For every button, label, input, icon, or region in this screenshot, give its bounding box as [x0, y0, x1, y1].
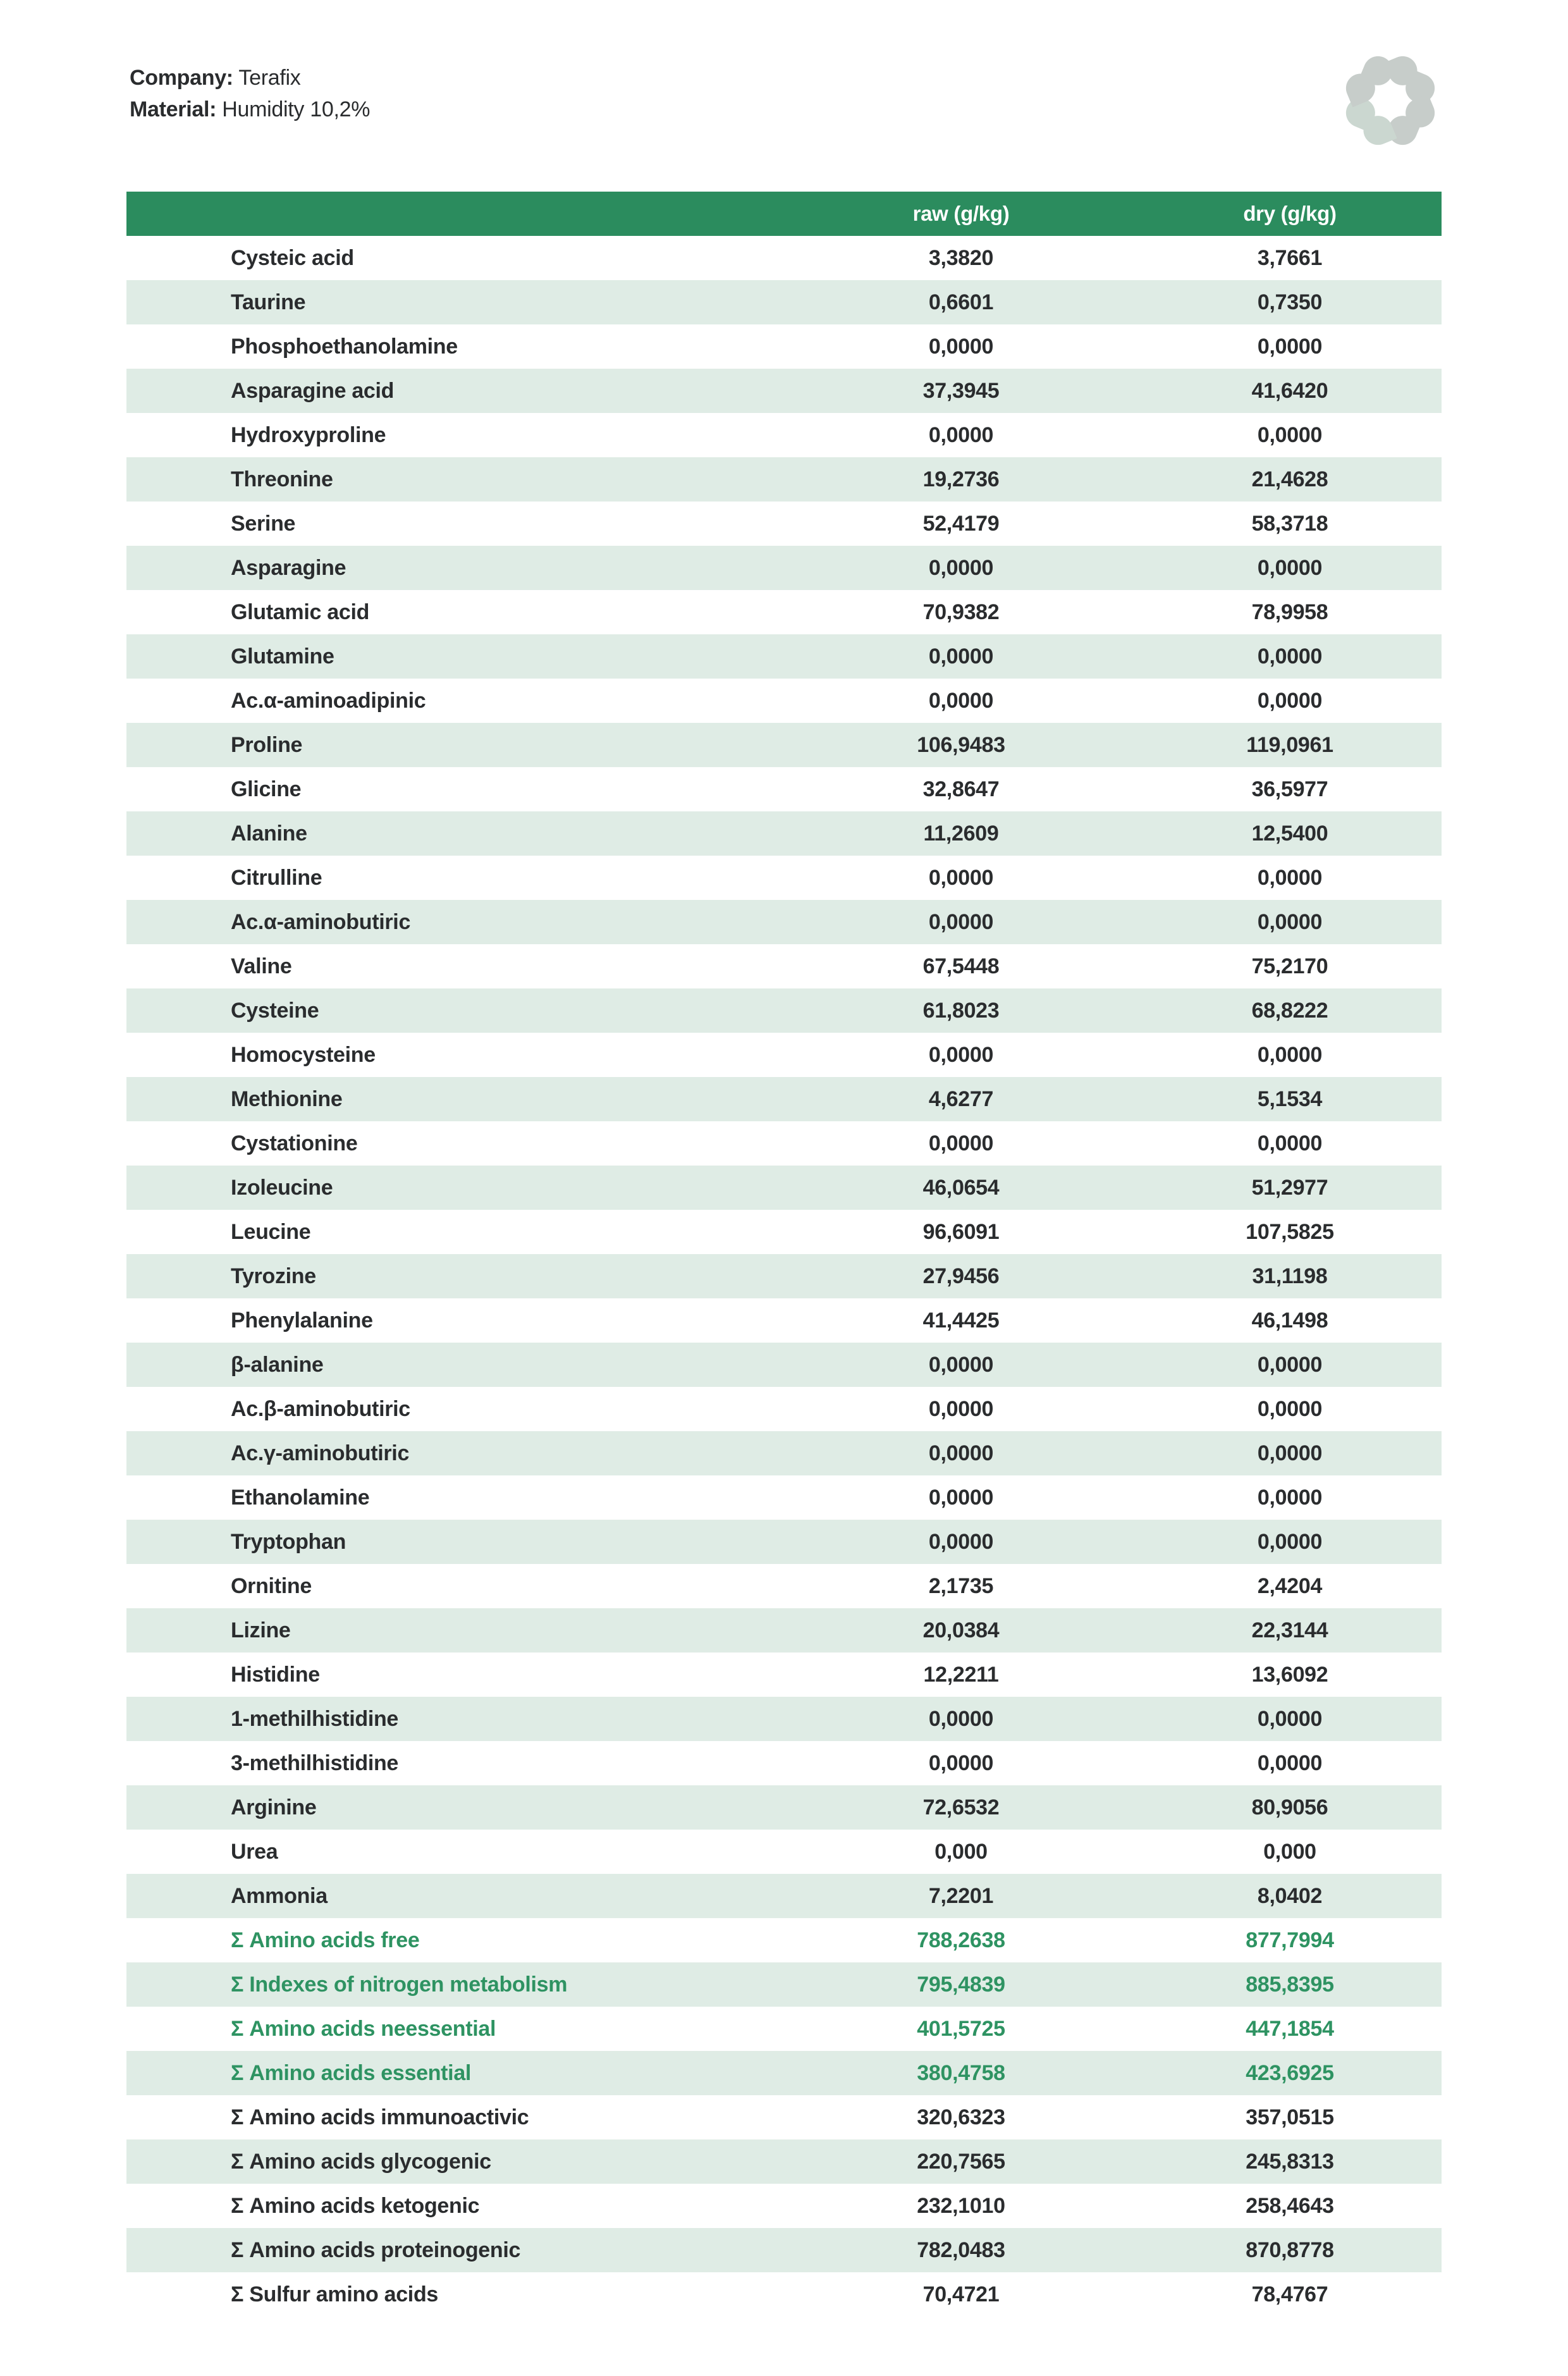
table-row [126, 1166, 1442, 1210]
row-label: Σ Amino acids neessential [231, 2016, 496, 2041]
row-label: Ac.α-aminobutiric [231, 909, 411, 934]
row-raw-value: 0,0000 [928, 1441, 994, 1465]
row-label: Ac.α-aminoadipinic [231, 688, 426, 713]
row-dry-value: 0,0000 [1257, 555, 1323, 580]
row-dry-value: 0,0000 [1257, 688, 1323, 713]
row-label: Σ Amino acids ketogenic [231, 2193, 480, 2218]
row-dry-value: 0,0000 [1257, 1441, 1323, 1465]
row-raw-value: 0,0000 [928, 1131, 994, 1155]
table-row [126, 236, 1442, 280]
row-raw-value: 795,4839 [917, 1972, 1005, 1997]
row-dry-value: 58,3718 [1251, 511, 1328, 536]
table-row [126, 1431, 1442, 1475]
table-row [126, 2051, 1442, 2095]
row-raw-value: 4,6277 [928, 1086, 994, 1111]
row-dry-value: 21,4628 [1251, 467, 1328, 491]
material-label: Material: [130, 97, 217, 121]
row-label: Serine [231, 511, 296, 536]
table-row [126, 1298, 1442, 1343]
row-dry-value: 245,8313 [1246, 2149, 1334, 2174]
row-dry-value: 0,0000 [1257, 1485, 1323, 1510]
row-dry-value: 2,4204 [1257, 1573, 1323, 1598]
row-label: Ac.γ-aminobutiric [231, 1441, 410, 1465]
table-row [126, 2272, 1442, 2317]
row-dry-value: 870,8778 [1246, 2238, 1334, 2262]
row-label: Homocysteine [231, 1042, 376, 1067]
table-row [126, 1343, 1442, 1387]
row-raw-value: 52,4179 [922, 511, 1000, 536]
row-dry-value: 0,0000 [1257, 1131, 1323, 1155]
material-value: Humidity 10,2% [222, 97, 371, 121]
table-row [126, 811, 1442, 856]
row-raw-value: 67,5448 [922, 954, 1000, 978]
table-row [126, 1653, 1442, 1697]
row-dry-value: 80,9056 [1251, 1795, 1328, 1819]
row-raw-value: 0,0000 [928, 1396, 994, 1421]
row-dry-value: 41,6420 [1251, 378, 1328, 403]
petal-rosette-logo [1336, 46, 1445, 155]
row-label: Proline [231, 732, 303, 757]
row-label: Urea [231, 1839, 278, 1864]
row-dry-value: 5,1534 [1257, 1086, 1323, 1111]
row-raw-value: 0,0000 [928, 1042, 994, 1067]
row-dry-value: 877,7994 [1246, 1928, 1334, 1952]
row-raw-value: 401,5725 [917, 2016, 1005, 2041]
row-raw-value: 0,6601 [928, 290, 994, 314]
row-label: Izoleucine [231, 1175, 333, 1200]
row-label: 1-methilhistidine [231, 1706, 399, 1731]
row-raw-value: 3,3820 [928, 245, 994, 270]
table-body [126, 236, 1442, 2317]
table-row [126, 767, 1442, 811]
row-dry-value: 0,0000 [1257, 644, 1323, 668]
table-row [126, 679, 1442, 723]
row-label: Σ Amino acids free [231, 1928, 420, 1952]
row-raw-value: 0,0000 [928, 1485, 994, 1510]
row-raw-value: 232,1010 [917, 2193, 1005, 2218]
row-dry-value: 447,1854 [1246, 2016, 1334, 2041]
row-label: Asparagine acid [231, 378, 395, 403]
row-raw-value: 320,6323 [917, 2105, 1005, 2129]
table-row [126, 1033, 1442, 1077]
row-label: Valine [231, 954, 292, 978]
row-label: Cysteic acid [231, 245, 354, 270]
row-label: Glutamine [231, 644, 334, 668]
table-row [126, 2007, 1442, 2051]
row-raw-value: 0,0000 [928, 422, 994, 447]
row-raw-value: 0,0000 [928, 1529, 994, 1554]
row-label: Σ Amino acids immunoactivic [231, 2105, 529, 2129]
table-row [126, 1918, 1442, 1962]
table-row [126, 634, 1442, 679]
table-row [126, 723, 1442, 767]
row-raw-value: 220,7565 [917, 2149, 1005, 2174]
row-label: Citrulline [231, 865, 322, 890]
row-raw-value: 2,1735 [928, 1573, 994, 1598]
row-label: Glicine [231, 777, 302, 801]
row-raw-value: 19,2736 [922, 467, 1000, 491]
row-dry-value: 0,0000 [1257, 1751, 1323, 1775]
row-label: Phosphoethanolamine [231, 334, 458, 359]
table-row [126, 1874, 1442, 1918]
row-dry-value: 36,5977 [1251, 777, 1328, 801]
row-raw-value: 32,8647 [922, 777, 1000, 801]
row-label: Ac.β-aminobutiric [231, 1396, 410, 1421]
document-meta [130, 62, 370, 125]
row-dry-value: 8,0402 [1257, 1883, 1323, 1908]
row-label: β-alanine [231, 1352, 324, 1377]
table-row [126, 1962, 1442, 2007]
table-row [126, 1520, 1442, 1564]
row-label: Glutamic acid [231, 600, 370, 624]
row-dry-value: 0,0000 [1257, 1396, 1323, 1421]
row-raw-value: 7,2201 [928, 1883, 994, 1908]
table-row [126, 1741, 1442, 1785]
row-label: Ammonia [231, 1883, 328, 1908]
table-row [126, 502, 1442, 546]
row-label: Taurine [231, 290, 306, 314]
company-line [130, 62, 370, 94]
row-dry-value: 423,6925 [1246, 2060, 1334, 2085]
row-label: Tryptophan [231, 1529, 346, 1554]
row-label: Cysteine [231, 998, 319, 1023]
row-raw-value: 41,4425 [922, 1308, 1000, 1333]
row-label: Arginine [231, 1795, 317, 1819]
row-dry-value: 0,0000 [1257, 1706, 1323, 1731]
row-dry-value: 3,7661 [1257, 245, 1323, 270]
row-dry-value: 0,0000 [1257, 1352, 1323, 1377]
table-row [126, 1564, 1442, 1608]
row-raw-value: 0,0000 [928, 555, 994, 580]
row-raw-value: 70,4721 [922, 2282, 1000, 2306]
table-row [126, 1210, 1442, 1254]
row-dry-value: 0,000 [1263, 1839, 1316, 1864]
row-raw-value: 11,2609 [923, 821, 999, 846]
amino-acid-table [126, 192, 1442, 2317]
row-dry-value: 13,6092 [1251, 1662, 1328, 1687]
table-row [126, 1475, 1442, 1520]
table-row [126, 900, 1442, 944]
row-label: Alanine [231, 821, 307, 846]
table-row [126, 1254, 1442, 1298]
table-header-row [126, 192, 1442, 236]
table-row [126, 324, 1442, 369]
company-value: Terafix [238, 66, 301, 90]
table-row [126, 546, 1442, 590]
row-label: Σ Indexes of nitrogen metabolism [231, 1972, 568, 1997]
row-dry-value: 0,0000 [1257, 1529, 1323, 1554]
row-label: Lizine [231, 1618, 291, 1642]
row-dry-value: 0,0000 [1257, 334, 1323, 359]
row-dry-value: 0,0000 [1257, 865, 1323, 890]
table-row [126, 590, 1442, 634]
row-raw-value: 72,6532 [922, 1795, 1000, 1819]
row-raw-value: 0,000 [934, 1839, 988, 1864]
row-dry-value: 75,2170 [1251, 954, 1328, 978]
row-raw-value: 0,0000 [928, 1706, 994, 1731]
row-dry-value: 258,4643 [1246, 2193, 1334, 2218]
row-raw-value: 46,0654 [922, 1175, 1000, 1200]
table-row [126, 2228, 1442, 2272]
row-raw-value: 380,4758 [917, 2060, 1005, 2085]
row-label: Cystationine [231, 1131, 358, 1155]
row-dry-value: 0,0000 [1257, 909, 1323, 934]
table-row [126, 1608, 1442, 1653]
table-row [126, 2184, 1442, 2228]
row-raw-value: 96,6091 [922, 1219, 1000, 1244]
row-label: Σ Amino acids essential [231, 2060, 472, 2085]
table-row [126, 280, 1442, 324]
row-label: Ornitine [231, 1573, 312, 1598]
table-row [126, 1697, 1442, 1741]
row-dry-value: 119,0961 [1246, 732, 1333, 757]
row-dry-value: 357,0515 [1246, 2105, 1334, 2129]
row-label: Methionine [231, 1086, 343, 1111]
row-raw-value: 782,0483 [917, 2238, 1005, 2262]
row-dry-value: 22,3144 [1251, 1618, 1328, 1642]
table-row [126, 944, 1442, 988]
row-dry-value: 12,5400 [1251, 821, 1328, 846]
row-raw-value: 0,0000 [928, 1352, 994, 1377]
table-row [126, 1121, 1442, 1166]
row-raw-value: 0,0000 [928, 334, 994, 359]
row-dry-value: 51,2977 [1251, 1175, 1328, 1200]
row-dry-value: 68,8222 [1251, 998, 1328, 1023]
row-dry-value: 885,8395 [1246, 1972, 1334, 1997]
row-dry-value: 107,5825 [1246, 1219, 1334, 1244]
row-label: Histidine [231, 1662, 320, 1687]
row-raw-value: 37,3945 [922, 378, 1000, 403]
row-dry-value: 0,7350 [1257, 290, 1323, 314]
table-row [126, 369, 1442, 413]
table-row [126, 1077, 1442, 1121]
row-raw-value: 788,2638 [917, 1928, 1005, 1952]
row-dry-value: 31,1198 [1252, 1264, 1328, 1288]
row-raw-value: 70,9382 [922, 600, 1000, 624]
company-label: Company: [130, 66, 233, 90]
table-row [126, 413, 1442, 457]
table-row [126, 856, 1442, 900]
row-raw-value: 61,8023 [922, 998, 1000, 1023]
row-label: Threonine [231, 467, 333, 491]
row-label: Tyrozine [231, 1264, 316, 1288]
table-row [126, 1387, 1442, 1431]
row-label: Σ Sulfur amino acids [231, 2282, 439, 2306]
row-raw-value: 0,0000 [928, 909, 994, 934]
row-raw-value: 0,0000 [928, 644, 994, 668]
table-row [126, 2139, 1442, 2184]
column-header-raw: raw (g/kg) [912, 202, 1010, 225]
row-raw-value: 20,0384 [922, 1618, 1000, 1642]
row-raw-value: 0,0000 [928, 1751, 994, 1775]
material-line [130, 94, 370, 125]
column-header-dry: dry (g/kg) [1243, 202, 1337, 225]
table-row [126, 457, 1442, 502]
row-raw-value: 0,0000 [928, 688, 994, 713]
row-dry-value: 46,1498 [1251, 1308, 1328, 1333]
row-raw-value: 106,9483 [917, 732, 1005, 757]
table-row [126, 1830, 1442, 1874]
row-raw-value: 0,0000 [928, 865, 994, 890]
row-dry-value: 0,0000 [1257, 422, 1323, 447]
row-label: Σ Amino acids proteinogenic [231, 2238, 521, 2262]
row-label: Ethanolamine [231, 1485, 370, 1510]
row-dry-value: 0,0000 [1257, 1042, 1323, 1067]
row-label: Asparagine [231, 555, 346, 580]
row-label: Phenylalanine [231, 1308, 373, 1333]
table-row [126, 1785, 1442, 1830]
row-label: 3-methilhistidine [231, 1751, 399, 1775]
row-raw-value: 27,9456 [922, 1264, 1000, 1288]
row-label: Leucine [231, 1219, 311, 1244]
row-label: Hydroxyproline [231, 422, 386, 447]
table-row [126, 988, 1442, 1033]
table-row [126, 2095, 1442, 2139]
row-label: Σ Amino acids glycogenic [231, 2149, 491, 2174]
row-raw-value: 12,2211 [923, 1662, 999, 1687]
row-dry-value: 78,4767 [1251, 2282, 1328, 2306]
row-dry-value: 78,9958 [1251, 600, 1328, 624]
